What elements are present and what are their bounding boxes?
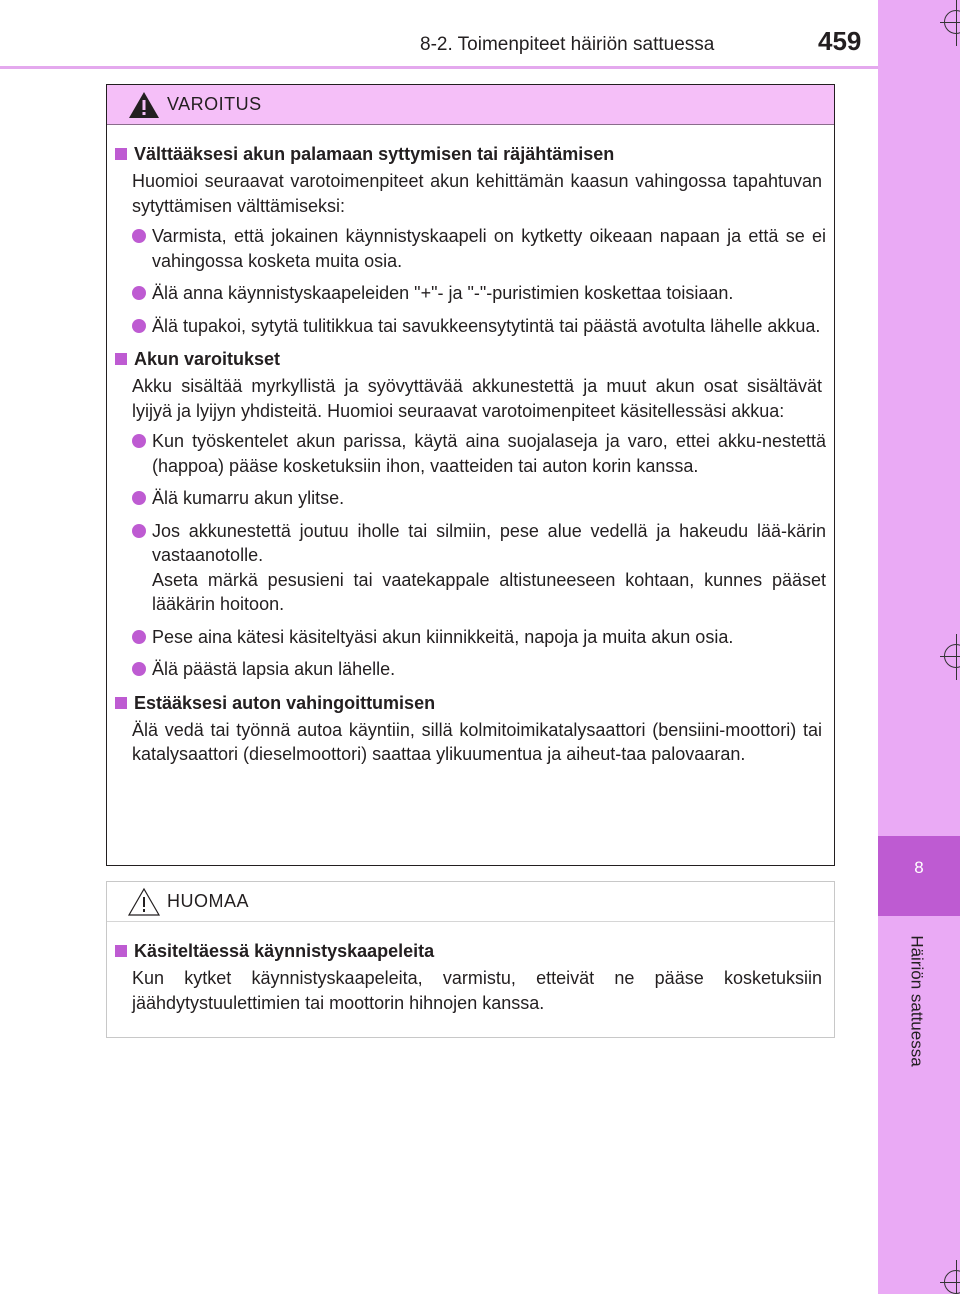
round-bullet-icon (132, 286, 146, 300)
section-heading-text: Akun varoitukset (134, 349, 281, 369)
round-bullet-icon (132, 662, 146, 676)
round-bullet-icon (132, 319, 146, 333)
list-item: Älä päästä lapsia akun lähelle. (132, 657, 826, 682)
notice-box (106, 881, 835, 1038)
chapter-title-vertical (878, 926, 927, 1076)
warning-box (106, 84, 835, 866)
list-item: Älä anna käynnistyskaapeleiden "+"- ja "-"-puristimien koskettaa toisiaan. (132, 281, 826, 306)
section-heading (115, 346, 826, 372)
warning-title: VAROITUS (167, 94, 262, 114)
section-heading (115, 141, 826, 167)
warning-header (107, 85, 834, 125)
round-bullet-icon (132, 434, 146, 448)
warning-section (115, 141, 826, 338)
square-bullet-icon (115, 353, 127, 365)
round-bullet-icon (132, 491, 146, 505)
section-heading-text: Välttääksesi akun palamaan syttymisen tai räjähtämisen (134, 144, 615, 164)
square-bullet-icon (115, 697, 127, 709)
chapter-number: 8 (914, 858, 924, 877)
warning-section (115, 690, 826, 767)
page-number: 459 (818, 26, 862, 56)
list-item: Älä kumarru akun ylitse. (132, 486, 826, 511)
notice-header (107, 882, 834, 922)
section-paragraph: Älä vedä tai työnnä autoa käyntiin, sillä kolmitoimikatalysaattori (bensiini-moottori) tai katalysaattori (dieselmoottori) saattaa ylikuumentua ja aiheut-taa palovaaran. (132, 719, 822, 764)
warning-body (107, 125, 834, 767)
section-heading-text: Estääksesi auton vahingoittumisen (134, 692, 436, 713)
section-title: 8-2. Toimenpiteet häiriön sattuessa (420, 34, 715, 55)
list-item: Jos akkunestettä joutuu iholle tai silmiin, pese alue vedellä ja hakeudu lää-kärin vastaanotolle. Aseta märkä pesusieni tai vaatekappale altistuneeseen kohtaan, kunnes pääset lääkärin hoitoon. (132, 519, 826, 617)
square-bullet-icon (115, 945, 127, 957)
section-heading (115, 938, 826, 964)
chapter-title: Häiriön sattuessa (908, 935, 927, 1067)
section-paragraph: Akku sisältää myrkyllistä ja syövyttävää akkunestettä ja muut akun osat sisältävät lyijyä ja lyijyn yhdisteitä. Huomioi seuraavat varotoimenpiteet käsitellessäsi akkua: (132, 376, 822, 421)
list-item: Pese aina kätesi käsiteltyäsi akun kiinnikkeitä, napoja ja muita akun osia. (132, 625, 826, 650)
round-bullet-icon (132, 229, 146, 243)
notice-title: HUOMAA (167, 891, 250, 911)
list-item: Älä tupakoi, sytytä tulitikkua tai savukkeensytytintä tai päästä avotulta lähelle akkua. (132, 314, 826, 339)
section-paragraph: Kun kytket käynnistyskaapeleita, varmistu, etteivät ne pääse kosketuksiin jäähdytystuulettimien tai moottorin hihnojen kanssa. (132, 968, 822, 1013)
round-bullet-icon (132, 630, 146, 644)
warning-triangle-icon (127, 90, 161, 120)
round-bullet-icon (132, 524, 146, 538)
section-heading (115, 690, 826, 716)
square-bullet-icon (115, 148, 127, 160)
section-heading-text: Käsiteltäessä käynnistyskaapeleita (134, 941, 435, 961)
caution-triangle-icon (127, 887, 161, 917)
header-divider (0, 66, 878, 69)
list-item: Varmista, että jokainen käynnistyskaapeli on kytketty oikeaan napaan ja että se ei vahingossa kosketa muita osia. (132, 224, 826, 273)
list-item: Kun työskentelet akun parissa, käytä aina suojalaseja ja varo, ettei akku-nestettä (happoa) pääse kosketuksiin ihon, vaatteiden tai auton korin kanssa. (132, 429, 826, 478)
notice-body (107, 922, 834, 1015)
warning-section (115, 346, 826, 682)
section-paragraph: Huomioi seuraavat varotoimenpiteet akun kehittämän kaasun vahingossa tapahtuvan sytyttämisen välttämiseksi: (132, 171, 822, 216)
